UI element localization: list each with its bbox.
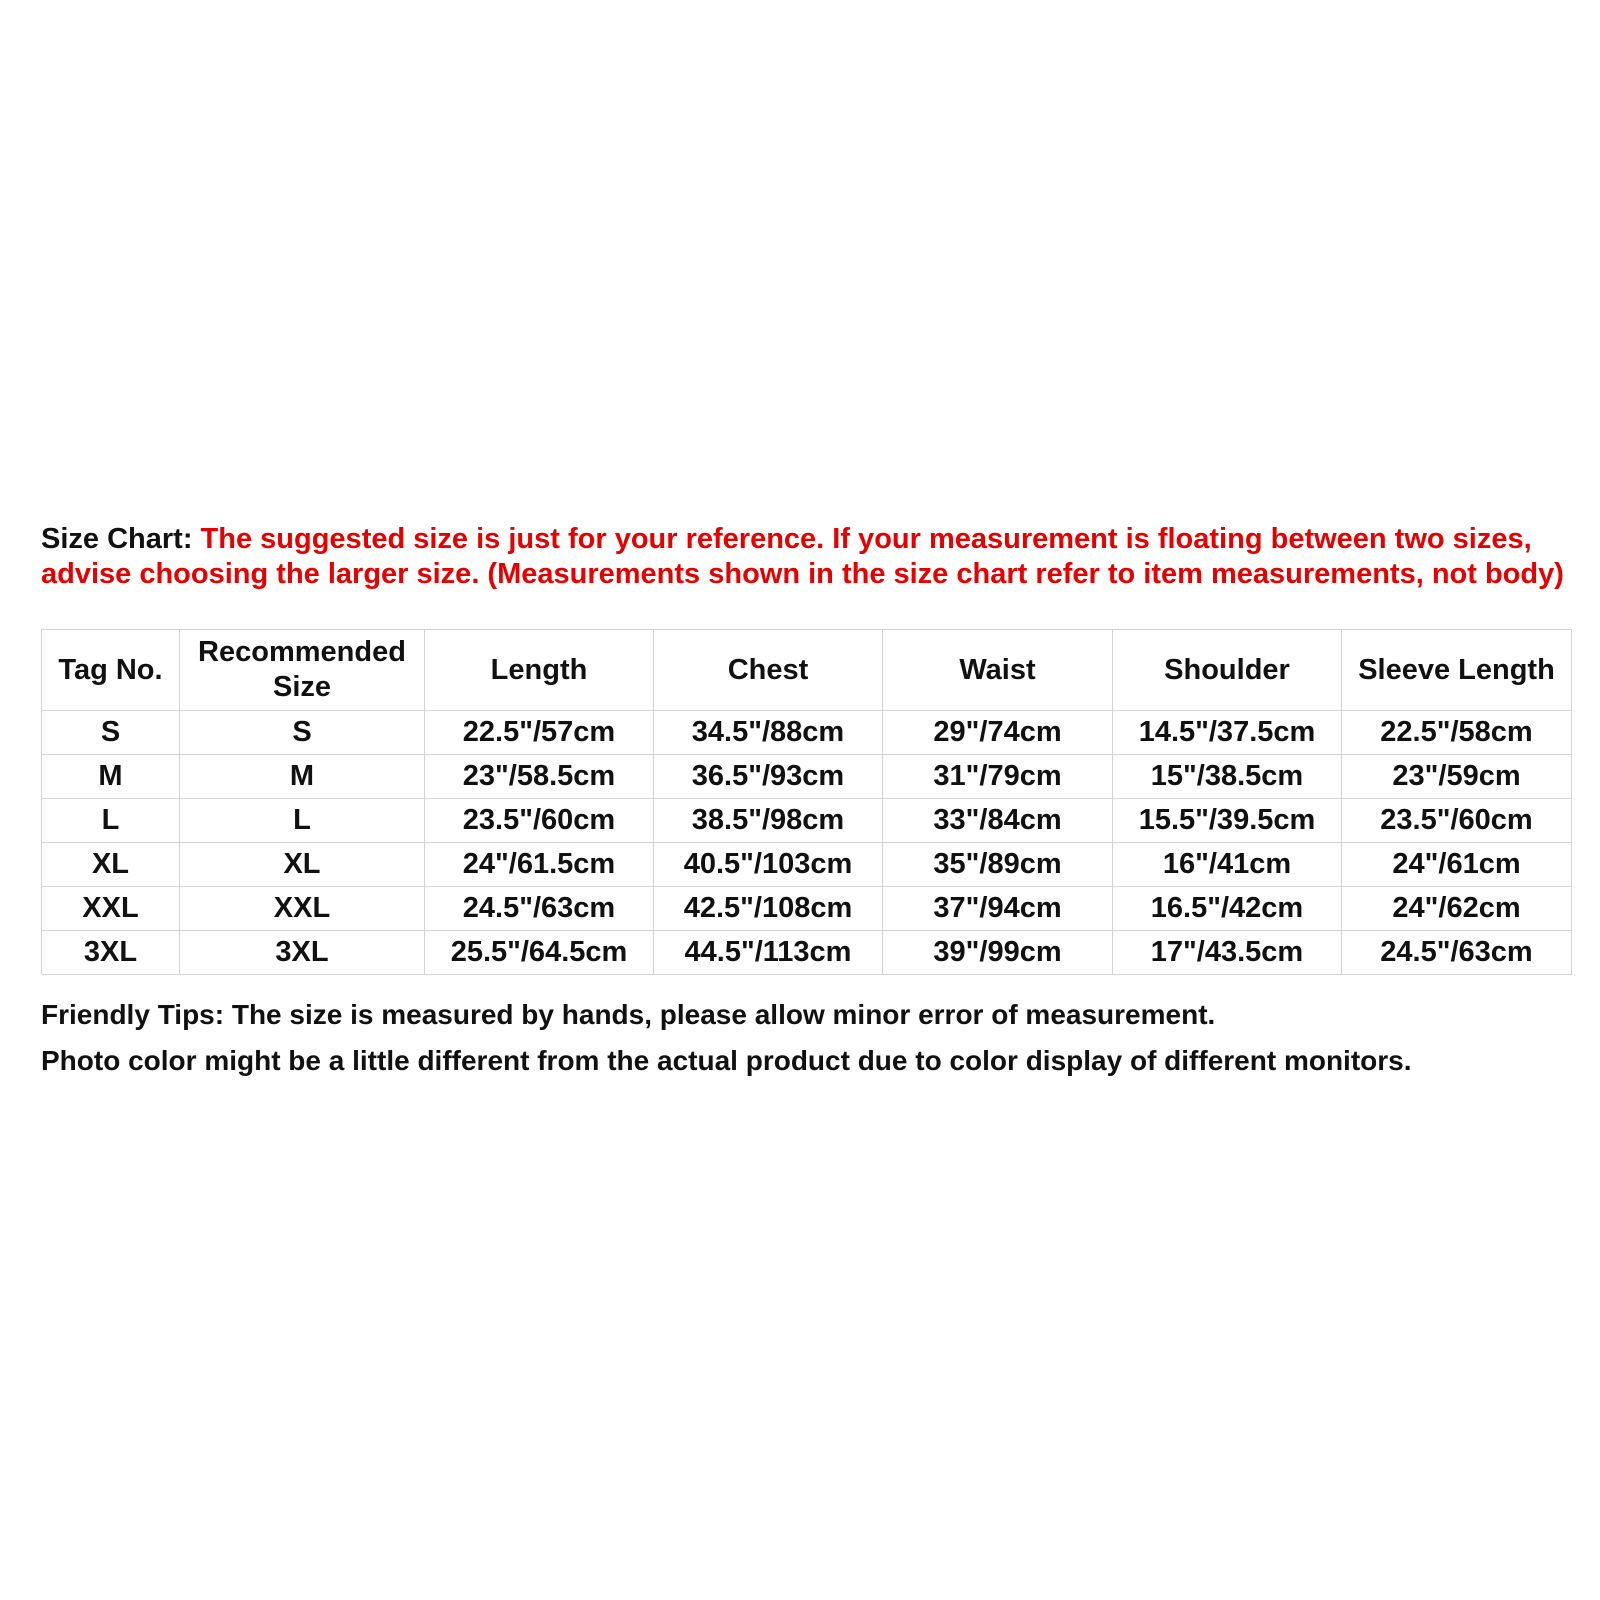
friendly-tips [41,992,1571,1084]
cell-shoulder: 15.5"/39.5cm [1113,799,1342,843]
table-row [42,931,1572,975]
header-chest: Chest [654,630,883,711]
cell-chest: 38.5"/98cm [654,799,883,843]
header-shoulder: Shoulder [1113,630,1342,711]
header-waist: Waist [883,630,1113,711]
cell-recommended-size: XL [180,843,425,887]
cell-length: 25.5"/64.5cm [425,931,654,975]
size-chart-intro [41,522,1571,592]
cell-waist: 31"/79cm [883,755,1113,799]
cell-sleeve-length: 22.5"/58cm [1342,711,1572,755]
cell-shoulder: 17"/43.5cm [1113,931,1342,975]
size-chart-label: Size Chart: [41,523,193,555]
header-tag-no: Tag No. [42,630,180,711]
cell-length: 22.5"/57cm [425,711,654,755]
cell-tag-no: S [42,711,180,755]
header-sleeve-length: Sleeve Length [1342,630,1572,711]
cell-length: 24"/61.5cm [425,843,654,887]
cell-tag-no: XL [42,843,180,887]
cell-length: 23.5"/60cm [425,799,654,843]
cell-chest: 44.5"/113cm [654,931,883,975]
cell-sleeve-length: 24"/62cm [1342,887,1572,931]
cell-length: 24.5"/63cm [425,887,654,931]
table-row [42,711,1572,755]
cell-shoulder: 14.5"/37.5cm [1113,711,1342,755]
cell-chest: 36.5"/93cm [654,755,883,799]
table-row [42,799,1572,843]
cell-sleeve-length: 24"/61cm [1342,843,1572,887]
cell-waist: 33"/84cm [883,799,1113,843]
cell-sleeve-length: 24.5"/63cm [1342,931,1572,975]
tips-line-photo-color: Photo color might be a little different from the actual product due to color display of different monitors. [41,1045,1412,1076]
cell-shoulder: 15"/38.5cm [1113,755,1342,799]
cell-length: 23"/58.5cm [425,755,654,799]
table-row [42,843,1572,887]
table-header-row [42,630,1572,711]
cell-recommended-size: S [180,711,425,755]
cell-waist: 35"/89cm [883,843,1113,887]
cell-recommended-size: L [180,799,425,843]
cell-waist: 39"/99cm [883,931,1113,975]
cell-recommended-size: M [180,755,425,799]
cell-tag-no: M [42,755,180,799]
size-chart-table [41,629,1572,975]
cell-shoulder: 16.5"/42cm [1113,887,1342,931]
header-recommended-size: Recommended Size [180,630,425,711]
cell-chest: 42.5"/108cm [654,887,883,931]
tips-line-measurement: Friendly Tips: The size is measured by hands, please allow minor error of measurement. [41,999,1216,1030]
cell-waist: 37"/94cm [883,887,1113,931]
table-row [42,887,1572,931]
cell-sleeve-length: 23.5"/60cm [1342,799,1572,843]
cell-sleeve-length: 23"/59cm [1342,755,1572,799]
cell-recommended-size: XXL [180,887,425,931]
table-row [42,755,1572,799]
cell-chest: 40.5"/103cm [654,843,883,887]
cell-tag-no: XXL [42,887,180,931]
cell-tag-no: 3XL [42,931,180,975]
size-chart-note: The suggested size is just for your reference. If your measurement is floating between two sizes, advise choosing the larger size. (Measurements shown in the size chart refer to item measurements, not body) [41,523,1564,590]
cell-waist: 29"/74cm [883,711,1113,755]
cell-chest: 34.5"/88cm [654,711,883,755]
cell-recommended-size: 3XL [180,931,425,975]
cell-shoulder: 16"/41cm [1113,843,1342,887]
cell-tag-no: L [42,799,180,843]
header-length: Length [425,630,654,711]
